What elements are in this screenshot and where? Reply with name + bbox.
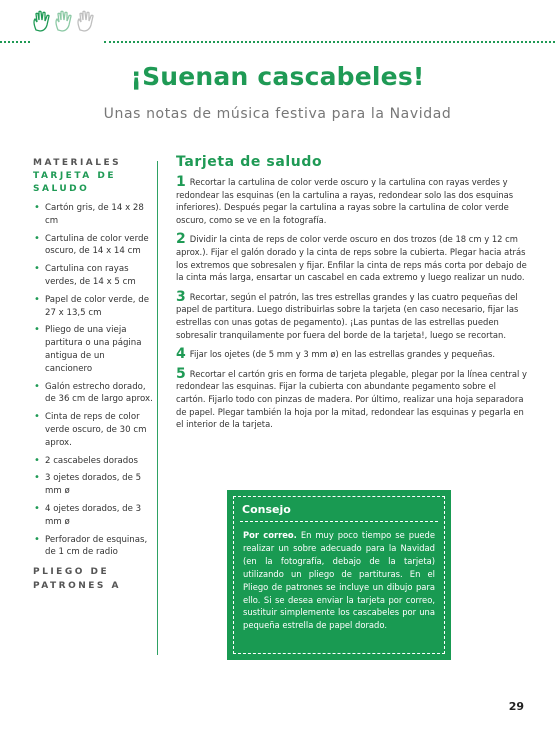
materials-sidebar	[33, 157, 153, 593]
header-divider	[104, 41, 555, 43]
tip-divider	[240, 521, 438, 522]
step-number: 3	[176, 288, 186, 305]
step	[176, 233, 528, 283]
tip-box	[227, 490, 451, 660]
patterns-reference: PLIEGO DE	[33, 567, 110, 578]
list-item: • Pliego de una vieja partitura o una página antigua de un cancionero	[33, 324, 153, 375]
header-divider-left	[0, 41, 30, 43]
patterns-reference: PATRONES A	[33, 581, 122, 592]
header-icons	[32, 10, 96, 32]
column-divider	[157, 161, 158, 655]
step	[176, 176, 528, 226]
step-number: 5	[176, 365, 186, 382]
materials-subheading: TARJETA DE	[33, 171, 116, 181]
tip-title: Consejo	[242, 503, 291, 516]
page-number: 29	[508, 700, 524, 713]
hand-icon	[76, 10, 96, 32]
step-text: Fijar los ojetes (de 5 mm y 3 mm ø) en las estrellas grandes y pequeñas.	[189, 349, 496, 360]
list-item: • Papel de color verde, de 27 x 13,5 cm	[33, 294, 153, 320]
step	[176, 348, 528, 361]
step-number: 1	[176, 174, 186, 190]
section-heading: Tarjeta de saludo	[176, 154, 323, 170]
materials-subheading: SALUDO	[33, 184, 90, 194]
step-text: Recortar la cartulina de color verde oscuro y la cartulina con rayas verdes y redondear las esquinas (en la cartulina a rayas, redondear solo las dos esquinas inferiores). Después pegar la cartulina a rayas sobre la cartulina de color verde oscuro, como se ve en la fotografía.	[176, 177, 514, 225]
tip-body: En muy poco tiempo se puede realizar un sobre adecuado para la Navidad (en la fotografía, debajo de la tarjeta) utilizando un pliego de partituras. En el Pliego de patrones se incluye un dibujo para ello. Si se desea enviar la tarjeta por correo, sustituir simplemente los cascabeles por una pequeña estrella de papel dorado.	[243, 530, 435, 631]
list-item: • Perforador de esquinas, de 1 cm de radio	[33, 534, 153, 560]
step-number: 4	[176, 346, 186, 363]
list-item: • Galón estrecho dorado, de 36 cm de largo aprox.	[33, 381, 153, 407]
list-item: • Cartón gris, de 14 x 28 cm	[33, 202, 153, 228]
hand-icon	[32, 10, 52, 32]
step-number: 2	[176, 231, 186, 248]
step-text: Dividir la cinta de reps de color verde oscuro en dos trozos (de 18 cm y 12 cm aprox.). Fijar el galón dorado y la cinta de reps sobre la cubierta. Plegar hacia atrás los extremos que sobresalen y fijar. Enfilar la cinta de reps más corta por debajo de la cinta más larga, ensartar un cascabel en cada extremo y luego realizar un nudo.	[176, 234, 527, 283]
list-item: • 4 ojetes dorados, de 3 mm ø	[33, 503, 153, 529]
list-item: • Cinta de reps de color verde oscuro, de 30 cm aprox.	[33, 411, 153, 449]
step-text: Recortar, según el patrón, las tres estrellas grandes y las cuatro pequeñas del papel de partitura. Luego distribuirlas sobre la tarjeta (en caso necesario, fijar las estrellas con unas gotas de pegamento). ¡Las puntas de las estrellas pueden sobresalir tranquilamente por fuera del borde de la tarjeta!, luego se recortan.	[176, 291, 519, 340]
tip-border	[233, 496, 445, 654]
tip-lead: Por correo.	[243, 530, 297, 540]
list-item: • 3 ojetes dorados, de 5 mm ø	[33, 472, 153, 498]
materials-heading: MATERIALES	[33, 158, 122, 168]
step	[176, 288, 528, 341]
step	[176, 365, 528, 431]
list-item: • 2 cascabeles dorados	[33, 455, 153, 468]
list-item: • Cartulina de color verde oscuro, de 14 x 14 cm	[33, 233, 153, 259]
page-subtitle: Unas notas de música festiva para la Navidad	[103, 106, 452, 122]
hand-icon	[54, 10, 74, 32]
list-item: • Cartulina con rayas verdes, de 14 x 5 cm	[33, 263, 153, 289]
tip-text	[243, 529, 435, 632]
page-title: ¡Suenan cascabeles!	[130, 62, 425, 91]
step-text: Recortar el cartón gris en forma de tarjeta plegable, plegar por la línea central y redondear las esquinas. Fijar la cubierta con abundante pegamento sobre el cartón. Fijarlo todo con pinzas de madera. Por último, realizar una hoja separadora de papel. Plegar también la hoja por la mitad, redondear las esquinas y pegarla en el interior de la tarjeta.	[176, 368, 527, 430]
instructions	[176, 154, 528, 438]
materials-list	[33, 202, 153, 559]
